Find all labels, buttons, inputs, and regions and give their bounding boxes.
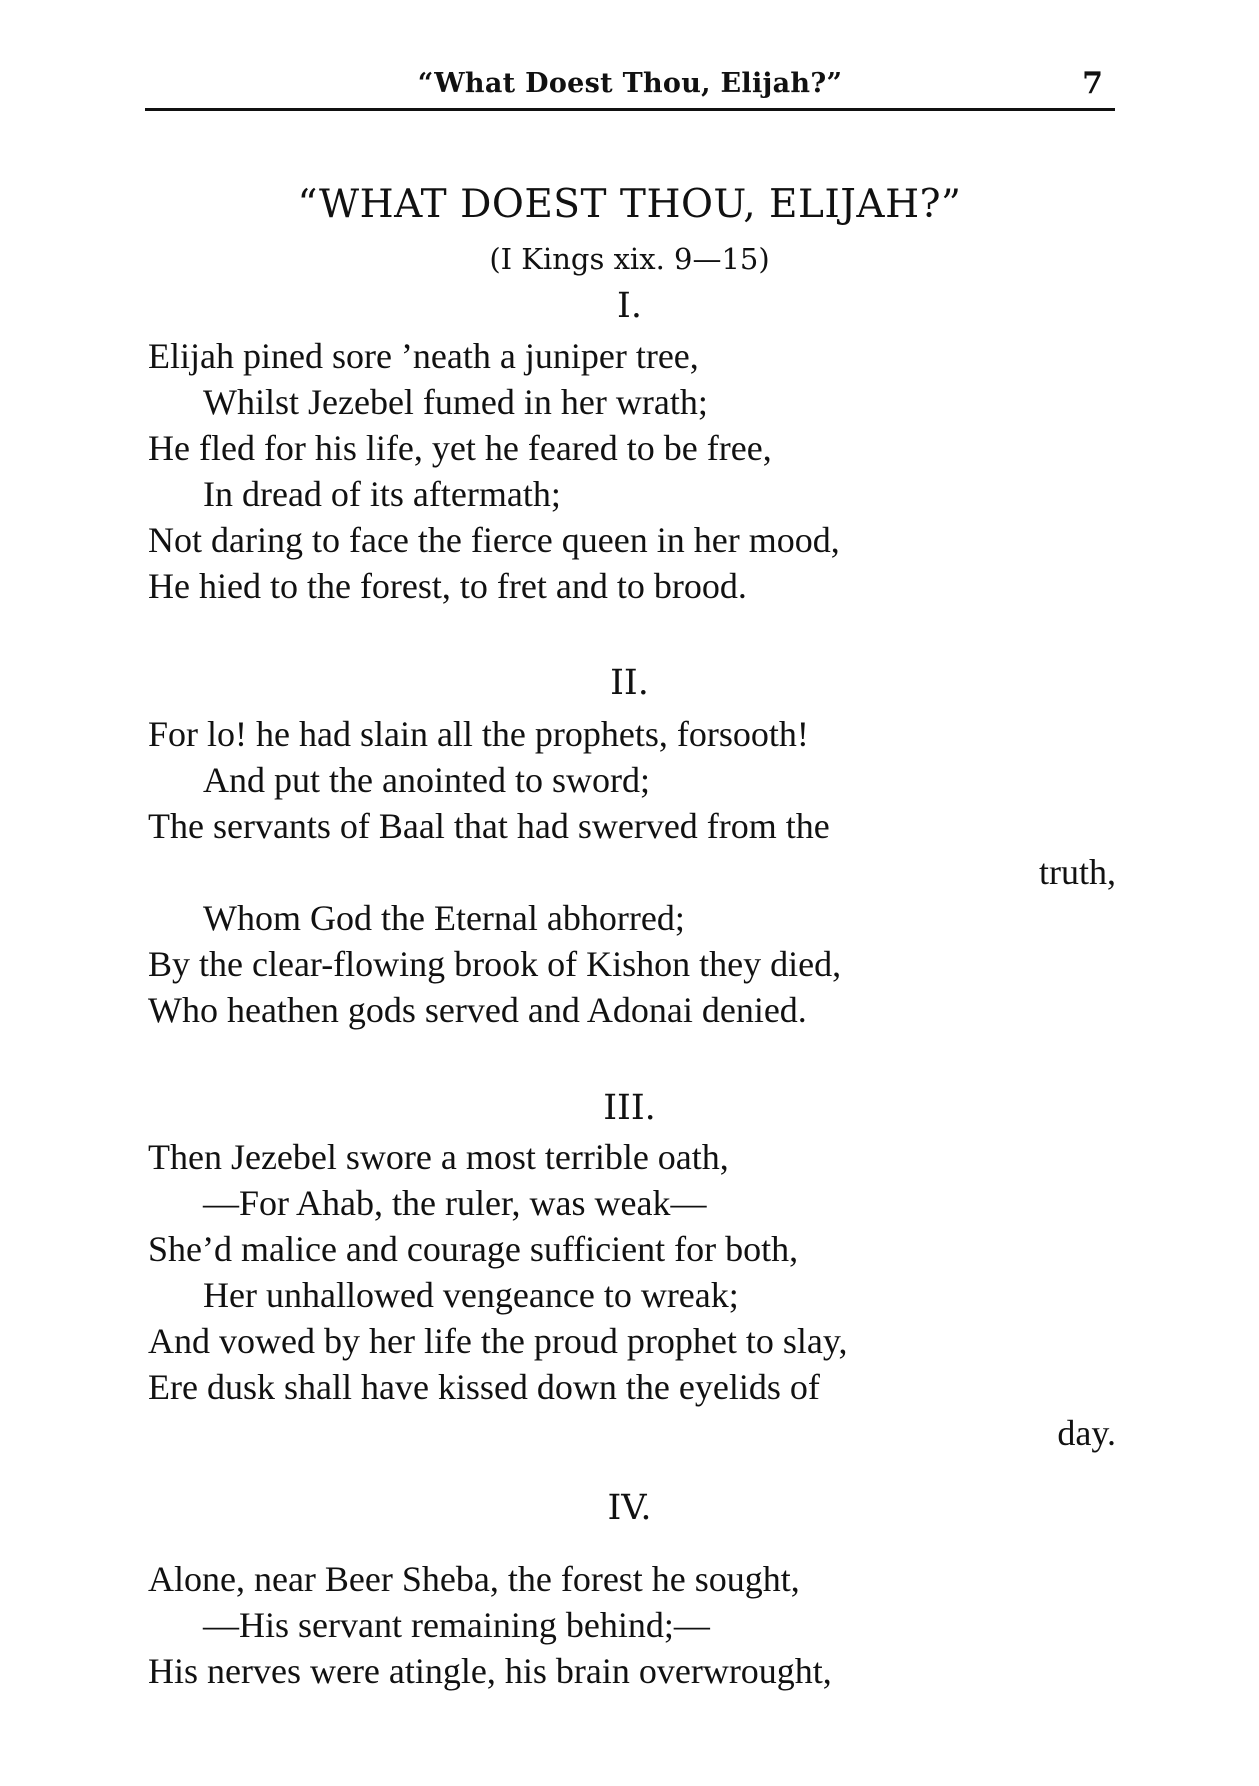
verse-line: And put the anointed to sword; <box>203 760 650 800</box>
verse-line: She’d malice and courage sufficient for both, <box>148 1229 799 1269</box>
verse-line: —For Ahab, the ruler, was weak— <box>203 1183 707 1223</box>
verse-line: Her unhallowed vengeance to wreak; <box>203 1275 739 1315</box>
verse-line: He hied to the forest, to fret and to brood. <box>148 566 747 606</box>
verse-line: Ere dusk shall have kissed down the eyelids of <box>148 1367 820 1407</box>
verse-line: Whom God the Eternal abhorred; <box>203 898 685 938</box>
verse-line: Who heathen gods served and Adonai denied. <box>148 990 807 1030</box>
running-head <box>145 62 1115 111</box>
verse-line: Not daring to face the fierce queen in her mood, <box>148 520 840 560</box>
poem-title: “WHAT DOEST THOU, ELIJAH?” <box>297 182 962 227</box>
verse-line: Whilst Jezebel fumed in her wrath; <box>203 382 708 422</box>
stanza-number: III. <box>603 1088 656 1128</box>
verse-line: And vowed by her life the proud prophet to slay, <box>148 1321 848 1361</box>
verse-line: In dread of its aftermath; <box>203 474 561 514</box>
stanza <box>148 333 1116 609</box>
verse-line: day. <box>1057 1413 1116 1453</box>
stanza <box>148 1556 1116 1694</box>
verse-line: By the clear-flowing brook of Kishon they died, <box>148 944 842 984</box>
verse-line: He fled for his life, yet he feared to be free, <box>148 428 772 468</box>
verse-line: Elijah pined sore ’neath a juniper tree, <box>148 336 699 376</box>
stanza <box>148 711 1116 1033</box>
running-title: “What Doest Thou, Elijah?” <box>417 68 843 99</box>
scripture-reference: (I Kings xix. 9—15) <box>489 242 770 276</box>
stanza-number: I. <box>617 286 642 326</box>
verse-line: Then Jezebel swore a most terrible oath, <box>148 1137 729 1177</box>
verse-line: —His servant remaining behind;— <box>203 1605 710 1645</box>
verse-line: For lo! he had slain all the prophets, forsooth! <box>148 714 809 754</box>
verse-line: truth, <box>1039 852 1116 892</box>
verse-line: His nerves were atingle, his brain overwrought, <box>148 1651 832 1691</box>
verse-line: Alone, near Beer Sheba, the forest he sought, <box>148 1559 800 1599</box>
verse-line: The servants of Baal that had swerved from the <box>148 806 830 846</box>
stanza-number: II. <box>610 663 649 703</box>
page-number: 7 <box>1082 66 1103 101</box>
stanza <box>148 1134 1116 1456</box>
stanza-number: IV. <box>607 1488 652 1528</box>
